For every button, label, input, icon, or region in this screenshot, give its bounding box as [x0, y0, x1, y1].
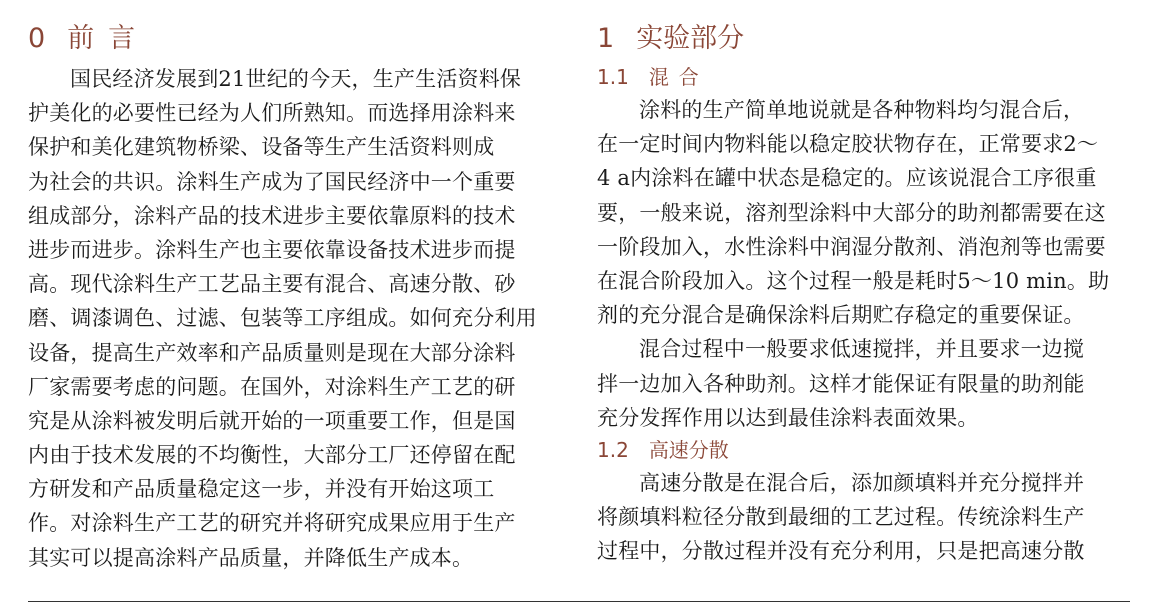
text-line: 内由于技术发展的不均衡性，大部分工厂还停留在配: [28, 443, 516, 468]
mixing-paragraph-2: [597, 332, 1133, 435]
section-number: 1: [597, 23, 615, 54]
text-line: 充分发挥作用以达到最佳涂料表面效果。: [597, 405, 979, 430]
section-heading-experiment: [597, 18, 1133, 60]
dispersion-paragraph-1: [597, 466, 1133, 569]
text-line: 国民经济发展到21世纪的今天，生产生活资料保: [70, 67, 522, 91]
text-line: 高。现代涂料生产工艺品主要有混合、高速分散、砂: [28, 272, 516, 297]
subsection-heading-mixing: [597, 62, 1133, 93]
text-line: 剂的充分混合是确保涂料后期贮存稳定的重要保证。: [597, 303, 1085, 328]
section-number: 0: [28, 23, 46, 54]
text-line: 磨、调漆调色、过滤、包装等工序组成。如何充分利用: [28, 306, 537, 331]
preface-paragraph: [28, 62, 564, 575]
text-line: 拌一边加入各种助剂。这样才能保证有限量的助剂能: [597, 371, 1085, 396]
text-line: 方研发和产品质量稳定这一步，并没有开始这项工: [28, 477, 495, 502]
text-line: 在一定时间内物料能以稳定胶状物存在，正常要求2～: [597, 132, 1099, 157]
text-line: 要，一般来说，溶剂型涂料中大部分的助剂都需要在这: [597, 200, 1106, 225]
text-line: 护美化的必要性已经为人们所熟知。而选择用涂料来: [28, 101, 516, 126]
text-line: 一阶段加入，水性涂料中润湿分散剂、消泡剂等也需要: [597, 234, 1106, 259]
text-line: 厂家需要考虑的问题。在国外，对涂料生产工艺的研: [28, 374, 516, 399]
section-title: 前言: [67, 23, 150, 54]
subsection-heading-high-speed-dispersion: [597, 435, 1133, 466]
subsection-number: 1.1: [597, 65, 629, 89]
text-line: 将颜填料粒径分散到最细的工艺过程。传统涂料生产: [597, 505, 1085, 530]
text-line: 涂料的生产简单地说就是各种物料均匀混合后，: [639, 98, 1085, 122]
text-line: 在混合阶段加入。这个过程一般是耗时5～10 min。助: [597, 268, 1110, 293]
text-line: 为社会的共识。涂料生产成为了国民经济中一个重要: [28, 169, 516, 194]
text-line: 组成部分，涂料产品的技术进步主要依靠原料的技术: [28, 203, 516, 228]
subsection-number: 1.2: [597, 437, 629, 462]
text-line: 4 a内涂料在罐中状态是稳定的。应该说混合工序很重: [597, 166, 1097, 191]
right-column: [597, 18, 1133, 568]
section-title: 实验部分: [636, 23, 745, 54]
text-line: 混合过程中一般要求低速搅拌，并且要求一边搅: [639, 337, 1085, 362]
subsection-title: 高速分散: [648, 437, 729, 462]
section-heading-preface: [28, 18, 564, 60]
mixing-paragraph-1: [597, 93, 1133, 332]
text-line: 究是从涂料被发明后就开始的一项重要工作，但是国: [28, 408, 516, 433]
text-line: 进步而进步。涂料生产也主要依靠设备技术进步而提: [28, 237, 516, 262]
text-line: 设备，提高生产效率和产品质量则是现在大部分涂料: [28, 340, 516, 365]
bottom-rule: [28, 601, 1130, 602]
subsection-title: 混合: [648, 65, 709, 89]
left-column: [28, 18, 564, 575]
text-line: 高速分散是在混合后，添加颜填料并充分搅拌并: [639, 470, 1085, 495]
text-line: 保护和美化建筑物桥梁、设备等生产生活资料则成: [28, 135, 495, 160]
text-line: 其实可以提高涂料产品质量，并降低生产成本。: [28, 545, 474, 570]
text-line: 过程中，分散过程并没有充分利用，只是把高速分散: [597, 539, 1085, 564]
text-line: 作。对涂料生产工艺的研究并将研究成果应用于生产: [28, 511, 516, 536]
